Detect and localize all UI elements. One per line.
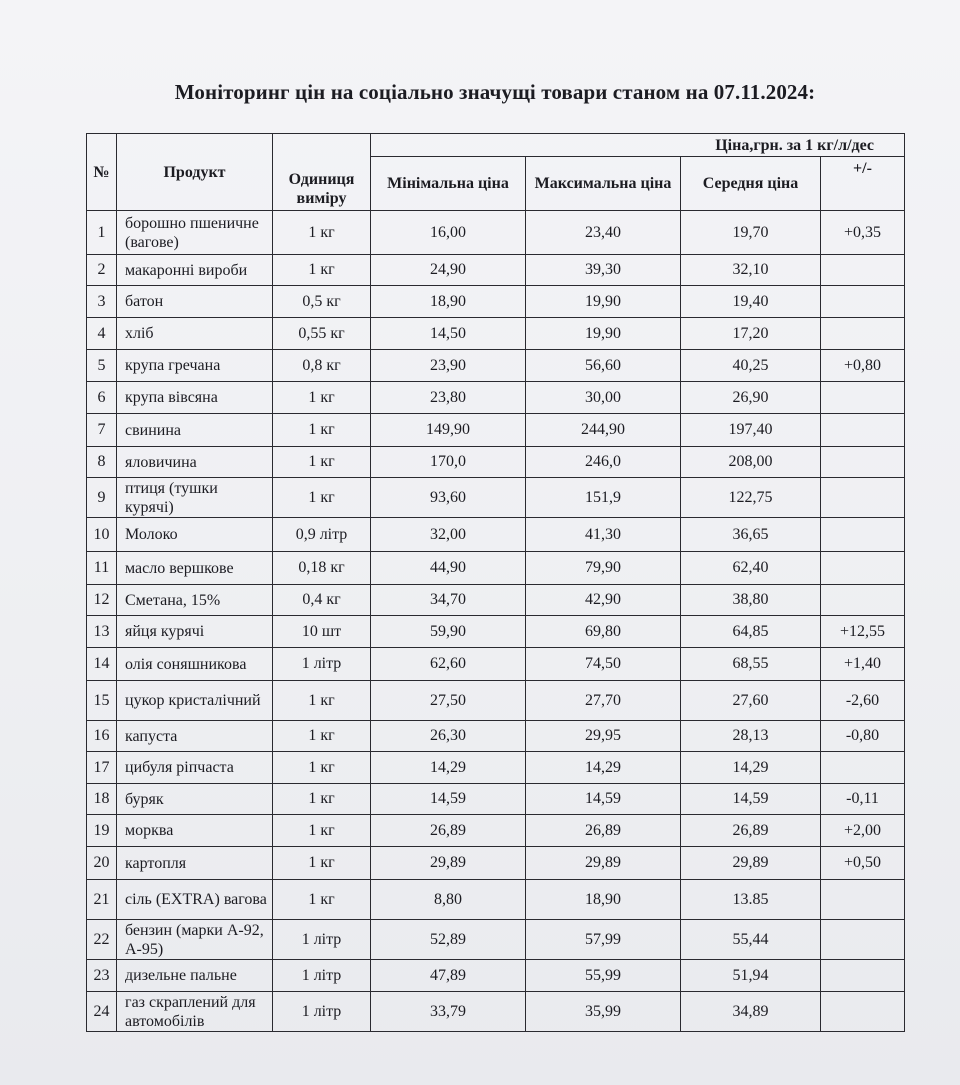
table-row — [87, 752, 905, 784]
row-change — [821, 447, 905, 478]
row-change — [821, 478, 905, 518]
row-change — [821, 518, 905, 552]
row-change — [821, 414, 905, 447]
row-product: Молоко — [117, 518, 273, 552]
row-unit: 0,55 кг — [273, 318, 371, 350]
row-product: крупа вівсяна — [117, 382, 273, 414]
row-avg-price: 14,29 — [681, 752, 821, 784]
row-min-price: 59,90 — [371, 616, 526, 648]
row-max-price: 26,89 — [526, 815, 681, 847]
row-product: морква — [117, 815, 273, 847]
row-min-price: 34,70 — [371, 585, 526, 616]
row-unit: 1 кг — [273, 414, 371, 447]
row-change — [821, 960, 905, 992]
row-avg-price: 19,70 — [681, 211, 821, 255]
row-max-price: 23,40 — [526, 211, 681, 255]
row-number: 12 — [87, 585, 117, 616]
row-number: 20 — [87, 847, 117, 880]
row-product: капуста — [117, 721, 273, 752]
row-min-price: 26,89 — [371, 815, 526, 847]
row-number: 21 — [87, 880, 117, 920]
row-max-price: 14,29 — [526, 752, 681, 784]
table-row — [87, 478, 905, 518]
row-unit: 0,5 кг — [273, 286, 371, 318]
row-number: 15 — [87, 681, 117, 721]
row-change — [821, 318, 905, 350]
row-avg-price: 26,89 — [681, 815, 821, 847]
row-unit: 1 кг — [273, 752, 371, 784]
row-change — [821, 286, 905, 318]
row-number: 24 — [87, 992, 117, 1032]
row-change — [821, 585, 905, 616]
row-number: 2 — [87, 255, 117, 286]
table-row — [87, 960, 905, 992]
row-max-price: 69,80 — [526, 616, 681, 648]
row-number: 5 — [87, 350, 117, 382]
row-unit: 1 кг — [273, 255, 371, 286]
row-change — [821, 992, 905, 1032]
row-product: Сметана, 15% — [117, 585, 273, 616]
row-product: дизельне пальне — [117, 960, 273, 992]
row-product: свинина — [117, 414, 273, 447]
row-min-price: 32,00 — [371, 518, 526, 552]
price-table — [86, 133, 905, 1032]
row-change: +0,80 — [821, 350, 905, 382]
row-avg-price: 27,60 — [681, 681, 821, 721]
table-row — [87, 318, 905, 350]
row-number: 1 — [87, 211, 117, 255]
row-change: +2,00 — [821, 815, 905, 847]
row-number: 23 — [87, 960, 117, 992]
row-change — [821, 382, 905, 414]
row-min-price: 27,50 — [371, 681, 526, 721]
table-row — [87, 255, 905, 286]
row-unit: 0,4 кг — [273, 585, 371, 616]
header-avg-price: Середня ціна — [681, 157, 821, 211]
row-number: 9 — [87, 478, 117, 518]
row-number: 13 — [87, 616, 117, 648]
row-change — [821, 752, 905, 784]
table-row — [87, 414, 905, 447]
row-min-price: 52,89 — [371, 920, 526, 960]
row-number: 16 — [87, 721, 117, 752]
table-row — [87, 815, 905, 847]
table-row — [87, 992, 905, 1032]
row-max-price: 55,99 — [526, 960, 681, 992]
table-row — [87, 552, 905, 585]
row-min-price: 29,89 — [371, 847, 526, 880]
table-row — [87, 211, 905, 255]
row-unit: 1 кг — [273, 815, 371, 847]
row-max-price: 18,90 — [526, 880, 681, 920]
row-product: яйця курячі — [117, 616, 273, 648]
row-max-price: 27,70 — [526, 681, 681, 721]
row-number: 7 — [87, 414, 117, 447]
table-row — [87, 681, 905, 721]
row-max-price: 151,9 — [526, 478, 681, 518]
row-change — [821, 920, 905, 960]
row-avg-price: 62,40 — [681, 552, 821, 585]
row-unit: 10 шт — [273, 616, 371, 648]
row-avg-price: 17,20 — [681, 318, 821, 350]
row-unit: 1 літр — [273, 920, 371, 960]
row-change — [821, 880, 905, 920]
row-unit: 1 кг — [273, 880, 371, 920]
row-unit: 1 кг — [273, 721, 371, 752]
row-change: +12,55 — [821, 616, 905, 648]
row-number: 6 — [87, 382, 117, 414]
row-unit: 1 кг — [273, 447, 371, 478]
header-min-price: Мінімальна ціна — [371, 157, 526, 211]
row-unit: 1 кг — [273, 784, 371, 815]
row-product: сіль (EXTRA) вагова — [117, 880, 273, 920]
row-max-price: 79,90 — [526, 552, 681, 585]
page-title: Моніторинг цін на соціально значущі товари станом на 07.11.2024: — [174, 80, 816, 104]
table-row — [87, 616, 905, 648]
row-avg-price: 55,44 — [681, 920, 821, 960]
table-row — [87, 721, 905, 752]
row-min-price: 170,0 — [371, 447, 526, 478]
row-avg-price: 13.85 — [681, 880, 821, 920]
row-avg-price: 40,25 — [681, 350, 821, 382]
header-number: № — [87, 134, 117, 211]
row-change: -0,80 — [821, 721, 905, 752]
header-unit: Одиниця виміру — [273, 134, 371, 211]
row-avg-price: 26,90 — [681, 382, 821, 414]
row-number: 14 — [87, 648, 117, 681]
table-row — [87, 286, 905, 318]
table-body — [87, 211, 905, 1032]
row-change: -2,60 — [821, 681, 905, 721]
row-max-price: 19,90 — [526, 318, 681, 350]
row-change: +1,40 — [821, 648, 905, 681]
row-avg-price: 29,89 — [681, 847, 821, 880]
row-product: яловичина — [117, 447, 273, 478]
row-product: олія соняшникова — [117, 648, 273, 681]
row-number: 22 — [87, 920, 117, 960]
row-number: 18 — [87, 784, 117, 815]
row-max-price: 29,95 — [526, 721, 681, 752]
row-product: цукор кристалічний — [117, 681, 273, 721]
row-max-price: 41,30 — [526, 518, 681, 552]
row-min-price: 26,30 — [371, 721, 526, 752]
table-row — [87, 920, 905, 960]
row-avg-price: 64,85 — [681, 616, 821, 648]
row-avg-price: 14,59 — [681, 784, 821, 815]
row-change: +0,35 — [821, 211, 905, 255]
row-number: 3 — [87, 286, 117, 318]
row-number: 8 — [87, 447, 117, 478]
row-max-price: 14,59 — [526, 784, 681, 815]
row-product: борошно пшеничне (вагове) — [117, 211, 273, 255]
row-avg-price: 197,40 — [681, 414, 821, 447]
row-number: 10 — [87, 518, 117, 552]
header-max-price: Максимальна ціна — [526, 157, 681, 211]
row-product: картопля — [117, 847, 273, 880]
row-unit: 1 кг — [273, 847, 371, 880]
row-min-price: 23,90 — [371, 350, 526, 382]
table-row — [87, 382, 905, 414]
row-unit: 1 літр — [273, 992, 371, 1032]
row-avg-price: 208,00 — [681, 447, 821, 478]
row-max-price: 19,90 — [526, 286, 681, 318]
row-max-price: 244,90 — [526, 414, 681, 447]
row-change: +0,50 — [821, 847, 905, 880]
row-product: газ скраплений для автомобілів — [117, 992, 273, 1032]
row-product: птиця (тушки курячі) — [117, 478, 273, 518]
table-row — [87, 847, 905, 880]
row-product: батон — [117, 286, 273, 318]
row-min-price: 44,90 — [371, 552, 526, 585]
row-max-price: 246,0 — [526, 447, 681, 478]
row-min-price: 18,90 — [371, 286, 526, 318]
row-max-price: 56,60 — [526, 350, 681, 382]
row-avg-price: 36,65 — [681, 518, 821, 552]
row-max-price: 74,50 — [526, 648, 681, 681]
row-product: макаронні вироби — [117, 255, 273, 286]
row-change: -0,11 — [821, 784, 905, 815]
row-min-price: 24,90 — [371, 255, 526, 286]
row-unit: 1 кг — [273, 382, 371, 414]
row-max-price: 42,90 — [526, 585, 681, 616]
row-max-price: 30,00 — [526, 382, 681, 414]
row-min-price: 62,60 — [371, 648, 526, 681]
row-min-price: 33,79 — [371, 992, 526, 1032]
row-avg-price: 122,75 — [681, 478, 821, 518]
row-unit: 0,9 літр — [273, 518, 371, 552]
row-unit: 1 кг — [273, 681, 371, 721]
row-min-price: 23,80 — [371, 382, 526, 414]
row-avg-price: 38,80 — [681, 585, 821, 616]
row-unit: 1 кг — [273, 211, 371, 255]
row-max-price: 29,89 — [526, 847, 681, 880]
row-unit: 0,8 кг — [273, 350, 371, 382]
row-product: бензин (марки А-92, А-95) — [117, 920, 273, 960]
table-row — [87, 447, 905, 478]
row-number: 11 — [87, 552, 117, 585]
row-max-price: 39,30 — [526, 255, 681, 286]
row-change — [821, 552, 905, 585]
row-product: масло вершкове — [117, 552, 273, 585]
table-row — [87, 350, 905, 382]
row-avg-price: 19,40 — [681, 286, 821, 318]
row-unit: 1 літр — [273, 648, 371, 681]
row-avg-price: 51,94 — [681, 960, 821, 992]
row-number: 4 — [87, 318, 117, 350]
row-change — [821, 255, 905, 286]
row-min-price: 93,60 — [371, 478, 526, 518]
row-product: цибуля ріпчаста — [117, 752, 273, 784]
table-row — [87, 880, 905, 920]
row-min-price: 16,00 — [371, 211, 526, 255]
header-price-group: Ціна,грн. за 1 кг/л/дес — [371, 134, 905, 157]
row-min-price: 14,50 — [371, 318, 526, 350]
row-product: буряк — [117, 784, 273, 815]
row-min-price: 14,59 — [371, 784, 526, 815]
row-unit: 0,18 кг — [273, 552, 371, 585]
table-row — [87, 585, 905, 616]
row-unit: 1 кг — [273, 478, 371, 518]
table-row — [87, 784, 905, 815]
table-row — [87, 518, 905, 552]
row-avg-price: 28,13 — [681, 721, 821, 752]
row-product: крупа гречана — [117, 350, 273, 382]
header-product: Продукт — [117, 134, 273, 211]
row-avg-price: 34,89 — [681, 992, 821, 1032]
row-min-price: 149,90 — [371, 414, 526, 447]
row-min-price: 47,89 — [371, 960, 526, 992]
row-min-price: 14,29 — [371, 752, 526, 784]
row-number: 19 — [87, 815, 117, 847]
row-min-price: 8,80 — [371, 880, 526, 920]
row-max-price: 35,99 — [526, 992, 681, 1032]
row-unit: 1 літр — [273, 960, 371, 992]
row-avg-price: 32,10 — [681, 255, 821, 286]
header-change: +/- — [821, 157, 905, 211]
row-avg-price: 68,55 — [681, 648, 821, 681]
row-product: хліб — [117, 318, 273, 350]
table-row — [87, 648, 905, 681]
row-number: 17 — [87, 752, 117, 784]
row-max-price: 57,99 — [526, 920, 681, 960]
